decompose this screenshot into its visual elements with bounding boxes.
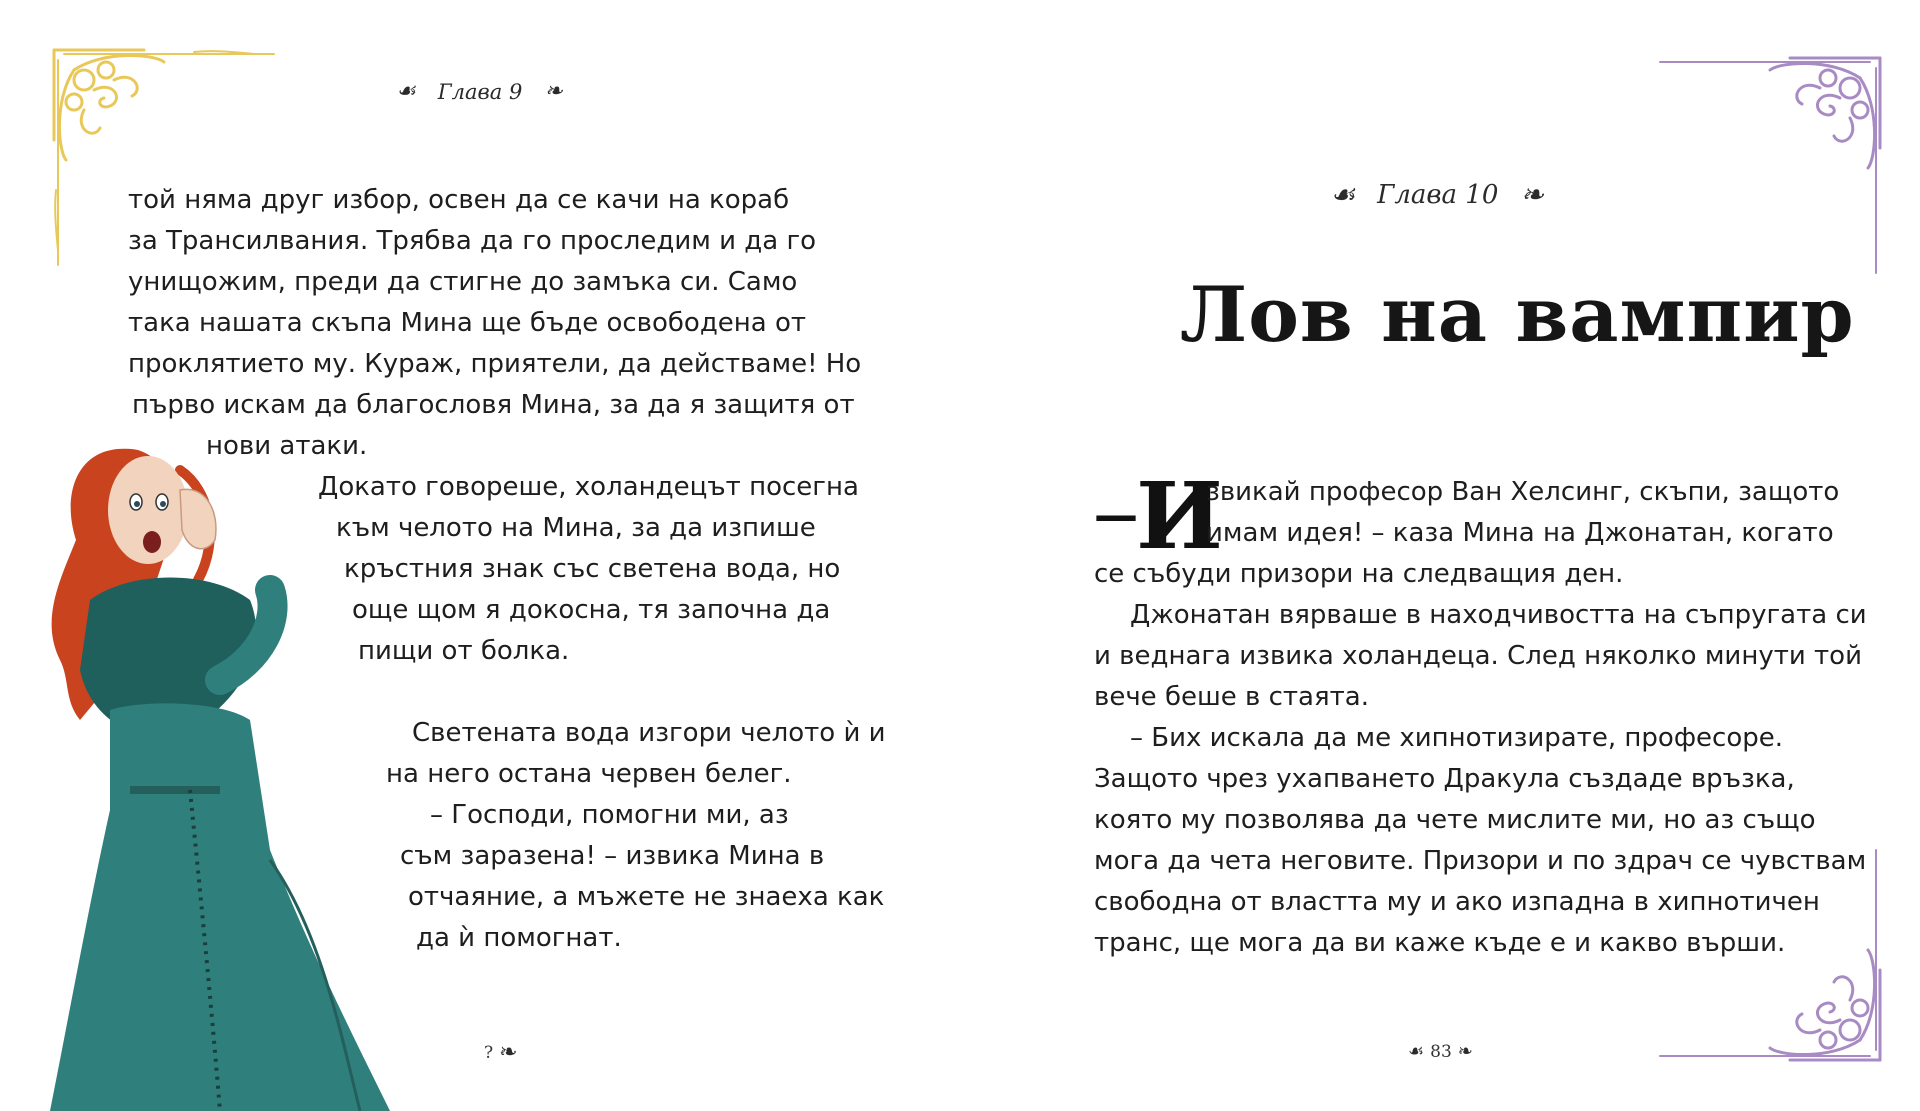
text-line: така нашата скъпа Мина ще бъде освободена от — [128, 308, 807, 338]
text-line: той няма друг избор, освен да се качи на кораб — [128, 185, 790, 215]
text-line: унищожим, преди да стигне до замъка си. Само — [128, 267, 798, 297]
text-line: вече беше в стаята. — [1094, 682, 1369, 712]
text-line: Докато говореше, холандецът посегна — [318, 472, 859, 502]
text-line: проклятието му. Кураж, приятели, да действаме! Но — [128, 349, 862, 379]
text-line: – Господи, помогни ми, аз — [430, 800, 789, 830]
text-line: и веднага извика холандеца. След няколко минути той — [1094, 641, 1862, 671]
page-number — [484, 1042, 518, 1064]
text-line: се събуди призори на следващия ден. — [1094, 559, 1624, 589]
text-line: Джонатан вярваше в находчивостта на съпругата си — [1130, 600, 1867, 630]
page-number-value: 83 — [1430, 1042, 1452, 1062]
text-line: за Трансилвания. Трябва да го проследим и да го — [128, 226, 817, 256]
swirl-right-icon: ❧ — [544, 79, 563, 104]
text-line: съм заразена! – извика Мина в — [400, 841, 825, 871]
text-line: да ѝ помогнат. — [416, 923, 622, 953]
text-line: на него остана червен белег. — [386, 759, 792, 789]
page-number — [1408, 1042, 1473, 1062]
swirl-left-icon: ☙ — [1330, 178, 1356, 211]
running-header-label: Глава 9 — [437, 80, 523, 104]
text-line: кръстния знак със светена вода, но — [344, 554, 841, 584]
right-page-body — [960, 462, 1867, 964]
running-header — [1330, 180, 1544, 210]
text-line: транс, ще мога да ви каже къде е и какво върши. — [1094, 928, 1786, 958]
left-page-body — [0, 180, 886, 959]
swirl-right-icon: ❧ — [1520, 178, 1544, 211]
swirl-left-icon: ☙ — [396, 79, 416, 104]
text-line: звикай професор Ван Хелсинг, скъпи, защото — [1206, 477, 1840, 507]
text-line: отчаяние, а мъжете не знаеха как — [408, 882, 885, 912]
right-page — [960, 0, 1920, 1111]
text-line: нови атаки. — [206, 431, 368, 461]
drop-cap: И — [1136, 462, 1223, 570]
swirl-right-icon: ❧ — [499, 1040, 518, 1065]
swirl-right-icon: ❧ — [1457, 1041, 1473, 1062]
text-line: още щом я докосна, тя започна да — [352, 595, 831, 625]
text-line: – Бих искала да ме хипнотизирате, професоре. — [1130, 723, 1784, 753]
drop-dash: — — [1094, 490, 1138, 541]
purple-corner-ornament-icon — [1650, 48, 1890, 278]
text-line: която му позволява да чете мислите ми, но аз също — [1094, 805, 1816, 835]
text-line: Защото чрез ухапването Дракула създаде връзка, — [1094, 764, 1795, 794]
page-number-value: ? — [484, 1043, 494, 1063]
chapter-title: Лов на вампир — [1180, 270, 1855, 359]
swirl-left-icon: ☙ — [1408, 1041, 1425, 1062]
text-line: към челото на Мина, за да изпише — [336, 513, 816, 543]
text-line: имам идея! – каза Мина на Джонатан, когато — [1206, 518, 1834, 548]
text-line: първо искам да благословя Мина, за да я защитя от — [132, 390, 855, 420]
text-line: пищи от болка. — [358, 636, 570, 666]
text-line: свободна от властта му и ако изпадна в хипнотичен — [1094, 887, 1820, 917]
text-line: мога да чета неговите. Призори и по здрач се чувствам — [1094, 846, 1867, 876]
text-line: Светената вода изгори челото ѝ и — [412, 718, 886, 748]
running-header-label: Глава 10 — [1377, 180, 1499, 210]
running-header — [396, 80, 563, 104]
